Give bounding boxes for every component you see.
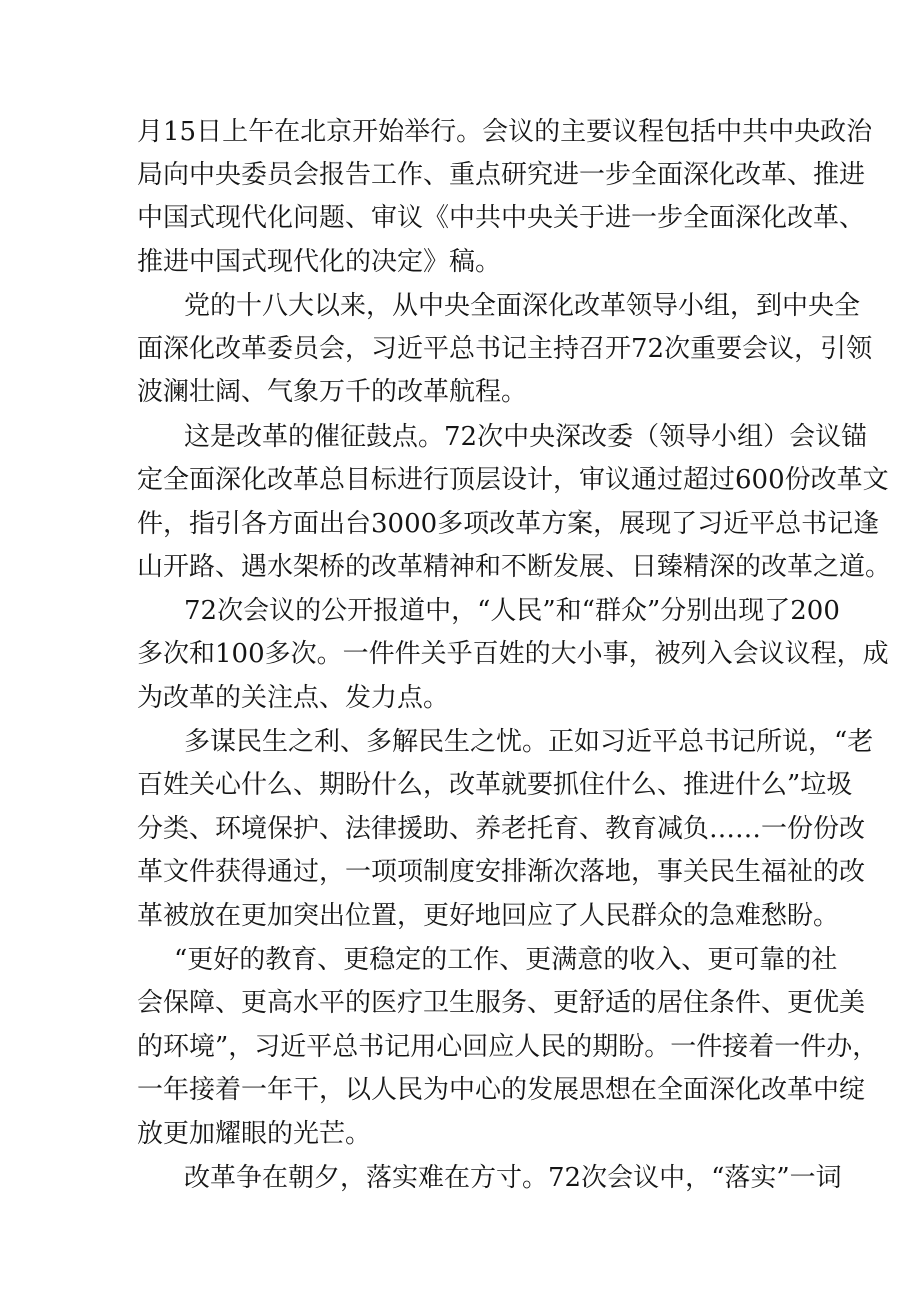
- text-line: “更好的教育、更稳定的工作、更满意的收入、更可靠的社: [174, 945, 838, 975]
- text-line: 会保障、更高水平的医疗卫生服务、更舒适的居住条件、更优美: [137, 988, 866, 1018]
- text-line: 多次和100多次。一件件关乎百姓的大小事，被列入会议议程，成: [137, 639, 889, 669]
- text-line: 百姓关心什么、期盼什么，改革就要抓住什么、推进什么”垃圾: [137, 770, 853, 800]
- text-line: 放更加耀眼的光芒。: [137, 1119, 372, 1149]
- text-line: 波澜壮阔、气象万千的改革航程。: [137, 377, 528, 407]
- text-line: 72次会议的公开报道中，“人民”和“群众”分别出现了200: [184, 596, 840, 626]
- text-line: 改革争在朝夕，落实难在方寸。72次会议中，“落实”一词: [184, 1163, 842, 1193]
- text-line: 的环境”，习近平总书记用心回应人民的期盼。一件接着一件办，: [137, 1032, 879, 1062]
- text-line: 推进中国式现代化的决定》稿。: [137, 247, 502, 277]
- text-line: 局向中央委员会报告工作、重点研究进一步全面深化改革、推进: [137, 160, 866, 190]
- text-line: 月15日上午在北京开始举行。会议的主要议程包括中共中央政治: [137, 117, 873, 147]
- text-line: 党的十八大以来，从中央全面深化改革领导小组，到中央全: [184, 291, 861, 321]
- text-line: 分类、环境保护、法律援助、养老托育、教育减负……一份份改: [137, 814, 866, 844]
- text-line: 山开路、遇水架桥的改革精神和不断发展、日臻精深的改革之道。: [137, 552, 892, 582]
- text-line: 多谋民生之利、多解民生之忧。正如习近平总书记所说，“老: [184, 727, 874, 757]
- text-line: 革文件获得通过，一项项制度安排渐次落地，事关民生福祉的改: [137, 857, 866, 887]
- text-line: 这是改革的催征鼓点。72次中央深改委（领导小组）会议锚: [184, 422, 868, 452]
- text-line: 革被放在更加突出位置，更好地回应了人民群众的急难愁盼。: [137, 901, 840, 931]
- text-line: 中国式现代化问题、审议《中共中央关于进一步全面深化改革、: [137, 203, 866, 233]
- text-line: 件，指引各方面出台3000多项改革方案，展现了习近平总书记逢: [137, 509, 880, 539]
- text-line: 定全面深化改革总目标进行顶层设计，审议通过超过600份改革文: [137, 465, 889, 495]
- text-line: 一年接着一年干，以人民为中心的发展思想在全面深化改革中绽: [137, 1075, 866, 1105]
- text-line: 为改革的关注点、发力点。: [137, 683, 450, 713]
- text-line: 面深化改革委员会，习近平总书记主持召开72次重要会议，引领: [137, 334, 873, 364]
